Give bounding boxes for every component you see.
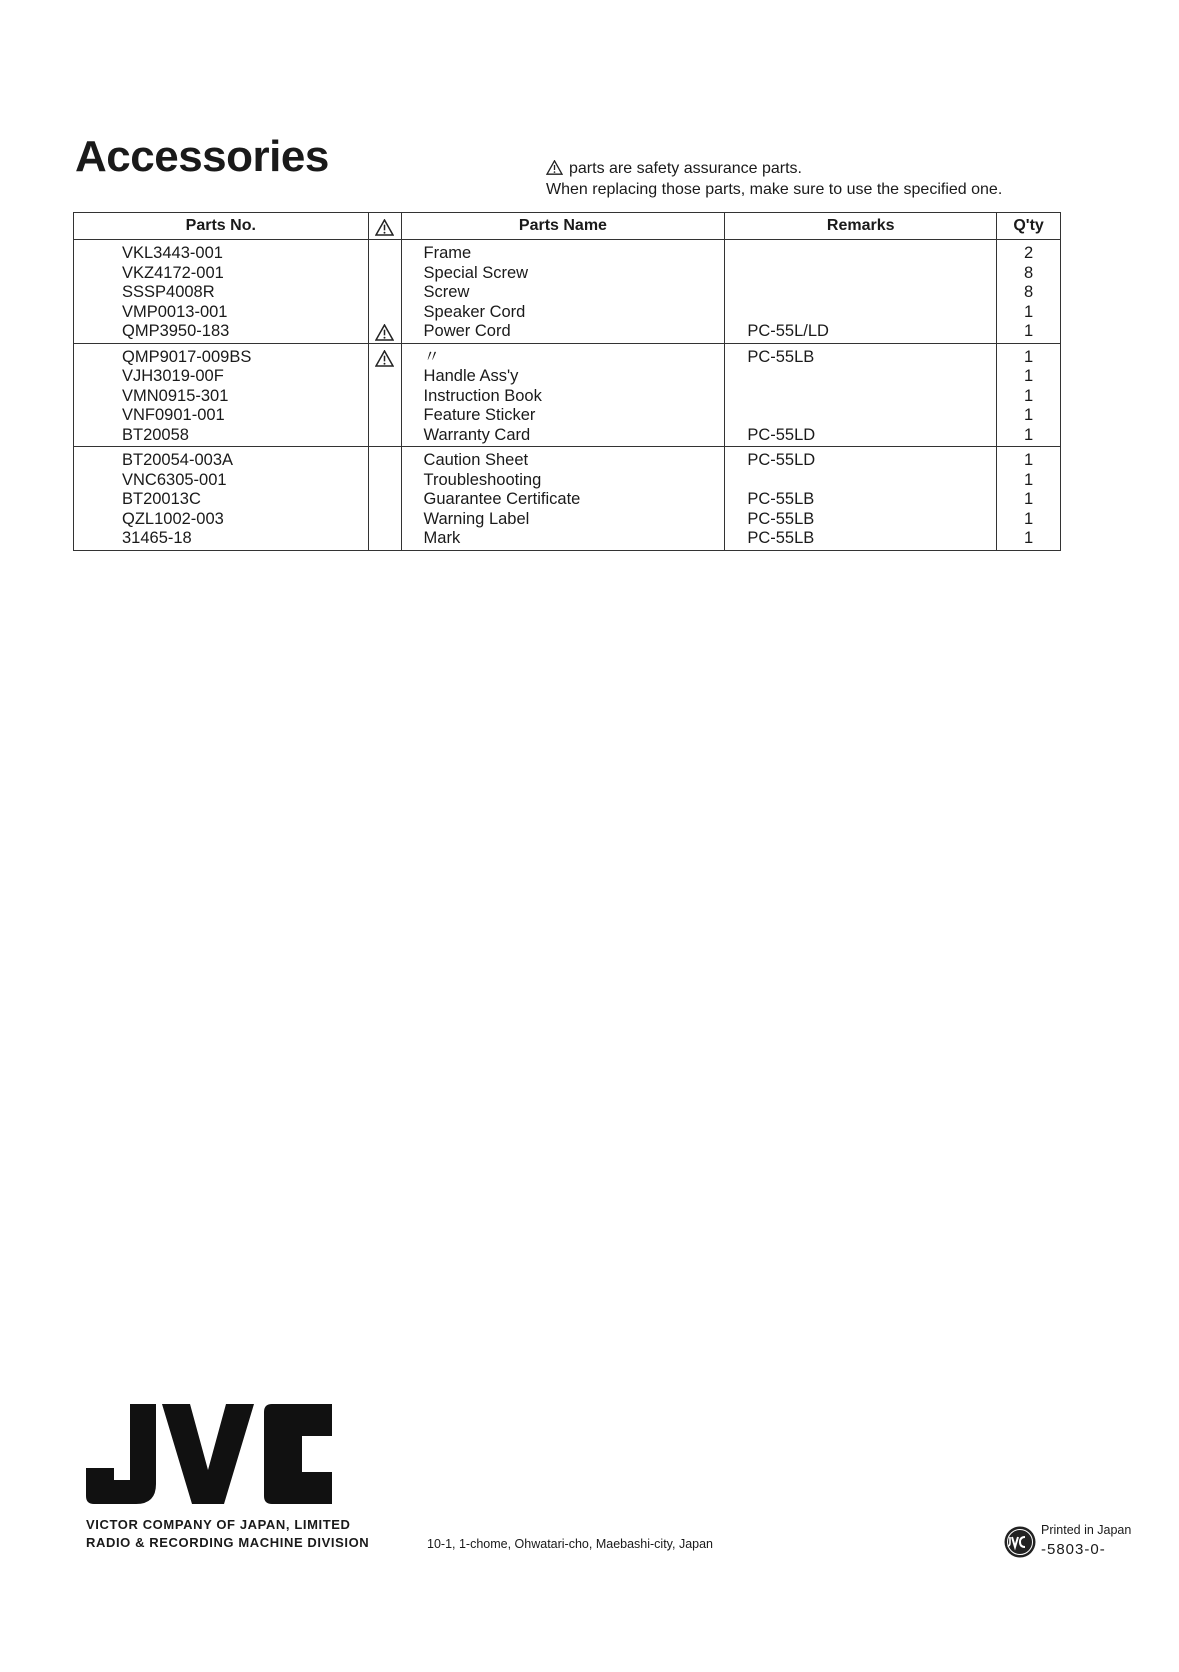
cell-remarks: PC-55LB bbox=[725, 529, 997, 550]
cell-remarks: PC-55L/LD bbox=[725, 322, 997, 343]
table-row bbox=[74, 387, 1061, 407]
cell-safety bbox=[368, 343, 401, 367]
cell-parts-no: BT20054-003A bbox=[74, 447, 369, 471]
table-row bbox=[74, 447, 1061, 471]
cell-remarks bbox=[725, 283, 997, 303]
cell-safety bbox=[368, 490, 401, 510]
cell-qty: 1 bbox=[997, 471, 1061, 491]
cell-safety bbox=[368, 529, 401, 550]
cell-parts-no: VJH3019-00F bbox=[74, 367, 369, 387]
cell-remarks: PC-55LD bbox=[725, 426, 997, 447]
jvc-seal-icon bbox=[1003, 1525, 1037, 1559]
cell-safety bbox=[368, 303, 401, 323]
warning-triangle-icon bbox=[375, 350, 394, 367]
table-group-2 bbox=[74, 343, 1061, 447]
header-parts-name: Parts Name bbox=[401, 213, 725, 240]
warning-triangle-icon bbox=[375, 324, 394, 341]
cell-remarks bbox=[725, 387, 997, 407]
cell-safety bbox=[368, 240, 401, 264]
cell-parts-no: VKL3443-001 bbox=[74, 240, 369, 264]
table-row bbox=[74, 240, 1061, 264]
footer-company bbox=[86, 1516, 369, 1552]
cell-qty: 1 bbox=[997, 367, 1061, 387]
cell-qty: 8 bbox=[997, 283, 1061, 303]
cell-safety bbox=[368, 387, 401, 407]
safety-note-line-1 bbox=[546, 158, 1002, 179]
warning-triangle-icon bbox=[375, 219, 394, 236]
cell-parts-name: Instruction Book bbox=[401, 387, 725, 407]
print-code: -5803-0- bbox=[1041, 1541, 1106, 1558]
cell-safety bbox=[368, 510, 401, 530]
cell-parts-no: VMP0013-001 bbox=[74, 303, 369, 323]
cell-parts-name: Feature Sticker bbox=[401, 406, 725, 426]
table-group-1 bbox=[74, 240, 1061, 344]
cell-parts-no: QMP3950-183 bbox=[74, 322, 369, 343]
table-row bbox=[74, 426, 1061, 447]
cell-parts-name: Warning Label bbox=[401, 510, 725, 530]
cell-parts-name: Troubleshooting bbox=[401, 471, 725, 491]
cell-parts-name: Special Screw bbox=[401, 264, 725, 284]
table-row bbox=[74, 283, 1061, 303]
safety-note-line-2: When replacing those parts, make sure to use the specified one. bbox=[546, 181, 1003, 198]
cell-qty: 1 bbox=[997, 490, 1061, 510]
table-row bbox=[74, 343, 1061, 367]
table-row bbox=[74, 303, 1061, 323]
cell-remarks bbox=[725, 303, 997, 323]
cell-parts-name: Screw bbox=[401, 283, 725, 303]
table-row bbox=[74, 264, 1061, 284]
cell-safety bbox=[368, 367, 401, 387]
cell-qty: 1 bbox=[997, 406, 1061, 426]
cell-parts-name: Handle Ass'y bbox=[401, 367, 725, 387]
print-info bbox=[1041, 1521, 1131, 1559]
jvc-logo bbox=[86, 1404, 332, 1504]
page-title: Accessories bbox=[75, 132, 329, 181]
cell-parts-name: Guarantee Certificate bbox=[401, 490, 725, 510]
cell-parts-no: BT20013C bbox=[74, 490, 369, 510]
cell-qty: 1 bbox=[997, 510, 1061, 530]
table-row bbox=[74, 510, 1061, 530]
cell-parts-no: 31465-18 bbox=[74, 529, 369, 550]
cell-remarks: PC-55LD bbox=[725, 447, 997, 471]
cell-parts-no: VKZ4172-001 bbox=[74, 264, 369, 284]
cell-qty: 1 bbox=[997, 322, 1061, 343]
company-address: 10-1, 1-chome, Ohwatari-cho, Maebashi-city, Japan bbox=[427, 1537, 714, 1551]
cell-remarks bbox=[725, 406, 997, 426]
cell-safety bbox=[368, 447, 401, 471]
header-qty: Q'ty bbox=[997, 213, 1061, 240]
cell-remarks: PC-55LB bbox=[725, 343, 997, 367]
cell-remarks bbox=[725, 264, 997, 284]
cell-remarks bbox=[725, 471, 997, 491]
cell-safety bbox=[368, 283, 401, 303]
table-row bbox=[74, 490, 1061, 510]
cell-parts-no: VNF0901-001 bbox=[74, 406, 369, 426]
cell-parts-name: Caution Sheet bbox=[401, 447, 725, 471]
company-name: VICTOR COMPANY OF JAPAN, LIMITED bbox=[86, 1517, 351, 1532]
cell-safety bbox=[368, 406, 401, 426]
printed-in-japan: Printed in Japan bbox=[1041, 1523, 1132, 1537]
cell-qty: 1 bbox=[997, 303, 1061, 323]
cell-safety bbox=[368, 426, 401, 447]
cell-parts-name: Speaker Cord bbox=[401, 303, 725, 323]
accessories-table bbox=[73, 212, 1061, 551]
cell-safety bbox=[368, 322, 401, 343]
cell-parts-name: Mark bbox=[401, 529, 725, 550]
table-header-row bbox=[74, 213, 1061, 240]
cell-parts-name: Power Cord bbox=[401, 322, 725, 343]
table-row bbox=[74, 471, 1061, 491]
table-group-3 bbox=[74, 447, 1061, 551]
cell-safety bbox=[368, 264, 401, 284]
cell-parts-no: BT20058 bbox=[74, 426, 369, 447]
cell-parts-name: 〃 bbox=[401, 343, 725, 367]
table-row bbox=[74, 367, 1061, 387]
cell-parts-no: VNC6305-001 bbox=[74, 471, 369, 491]
header-remarks: Remarks bbox=[725, 213, 997, 240]
cell-parts-name: Frame bbox=[401, 240, 725, 264]
cell-remarks: PC-55LB bbox=[725, 490, 997, 510]
cell-remarks bbox=[725, 367, 997, 387]
division-name: RADIO & RECORDING MACHINE DIVISION bbox=[86, 1535, 370, 1550]
safety-note-text-1: parts are safety assurance parts. bbox=[569, 160, 802, 177]
table-row bbox=[74, 529, 1061, 550]
cell-parts-no: SSSP4008R bbox=[74, 283, 369, 303]
table-row bbox=[74, 406, 1061, 426]
cell-qty: 1 bbox=[997, 447, 1061, 471]
cell-qty: 1 bbox=[997, 529, 1061, 550]
cell-parts-no: VMN0915-301 bbox=[74, 387, 369, 407]
cell-parts-name: Warranty Card bbox=[401, 426, 725, 447]
cell-qty: 8 bbox=[997, 264, 1061, 284]
warning-triangle-icon bbox=[546, 160, 563, 175]
cell-qty: 1 bbox=[997, 343, 1061, 367]
cell-remarks: PC-55LB bbox=[725, 510, 997, 530]
table-row bbox=[74, 322, 1061, 343]
cell-qty: 2 bbox=[997, 240, 1061, 264]
safety-note bbox=[546, 158, 1002, 200]
cell-safety bbox=[368, 471, 401, 491]
cell-qty: 1 bbox=[997, 387, 1061, 407]
cell-qty: 1 bbox=[997, 426, 1061, 447]
cell-parts-no: QMP9017-009BS bbox=[74, 343, 369, 367]
cell-parts-no: QZL1002-003 bbox=[74, 510, 369, 530]
header-safety bbox=[368, 213, 401, 240]
header-parts-no: Parts No. bbox=[74, 213, 369, 240]
cell-remarks bbox=[725, 240, 997, 264]
